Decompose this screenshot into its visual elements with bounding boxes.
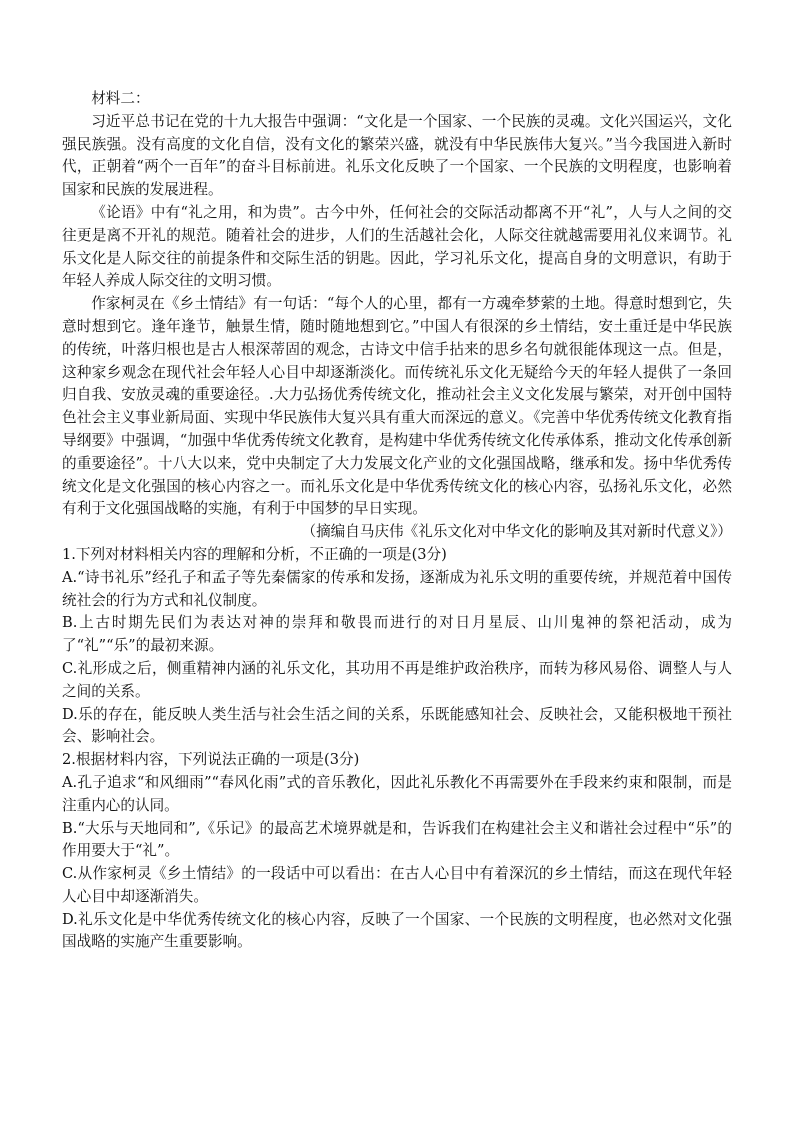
question-1-option-c: C.礼形成之后，侧重精神内涵的礼乐文化，其功用不再是维护政治秩序，而转为移风易俗、调整人与人之间的关系。 <box>62 659 732 700</box>
question-2-option-d: D.礼乐文化是中华优秀传统文化的核心内容，反映了一个国家、一个民族的文明程度，也必然对文化强国战略的实施产生重要影响。 <box>62 910 732 951</box>
question-2-option-a: A.孔子追求“和风细雨”“春风化雨”式的音乐教化，因此礼乐教化不再需要外在手段来约束和限制，而是注重内心的认同。 <box>62 773 732 814</box>
question-2 <box>62 749 732 954</box>
question-2-stem: 2.根据材料内容，下列说法正确的一项是(3分) <box>62 751 360 769</box>
question-1-option-a: A.“诗书礼乐”经孔子和孟子等先秦儒家的传承和发扬，逐渐成为礼乐文明的重要传统，并规范着中国传统社会的行为方式和礼仪制度。 <box>62 568 732 609</box>
question-2-option-c: C.从作家柯灵《乡土情结》的一段话中可以看出：在古人心目中有着深沉的乡土情结，而这在现代年轻人心目中却逐渐消失。 <box>62 865 732 905</box>
question-1-option-d: D.乐的存在，能反映人类生活与社会生活之间的关系，乐既能感知社会、反映社会，又能积极地干预社会、影响社会。 <box>62 705 732 746</box>
material-heading: 材料二： <box>91 90 150 107</box>
question-1-stem: 1.下列对材料相关内容的理解和分析，不正确的一项是(3分) <box>62 545 447 563</box>
question-1-option-b: B.上古时期先民们为表达对神的崇拜和敬畏而进行的对日月星辰、山川鬼神的祭祀活动，成为了“礼”“乐”的最初来源。 <box>62 614 732 655</box>
question-2-option-b: B.“大乐与天地同和”,《乐记》的最高艺术境界就是和，告诉我们在构建社会主义和谐社会过程中“乐”的作用要大于“礼”。 <box>62 819 732 860</box>
material-paragraph-2: 《论语》中有“礼之用，和为贵”。古今中外，任何社会的交际活动都离不开“礼”，人与人之间的交往更是离不开礼的规范。随着社会的进步，人们的生活越社会化，人际交往就越需要用礼仪来调节。礼乐文化是人际交往的前提条件和交际生活的钥匙。因此，学习礼乐文化，提高自身的文明意识，有助于年轻人养成人际交往的文明习惯。 <box>62 203 732 290</box>
question-1 <box>62 544 732 749</box>
material-source: （摘编自马庆伟《礼乐文化对中华文化的影响及其对新时代意义》） <box>301 523 732 541</box>
document-page <box>62 88 732 954</box>
material-paragraph-1: 习近平总书记在党的十九大报告中强调：“文化是一个国家、一个民族的灵魂。文化兴国运兴，文化强民族强。没有高度的文化自信，没有文化的繁荣兴盛，就没有中华民族伟大复兴。”当今我国进入新时代，正朝着“两个一百年”的奋斗目标前进。礼乐文化反映了一个国家、一个民族的文明程度，也影响着国家和民族的发展进程。 <box>62 112 732 199</box>
material-paragraph-3: 作家柯灵在《乡土情结》有一句话：“每个人的心里，都有一方魂牵梦萦的土地。得意时想到它，失意时想到它。逢年逢节，触景生情，随时随地想到它。”中国人有很深的乡土情结，安土重迁是中华民族的传统，叶落归根也是古人根深蒂固的观念，古诗文中信手拈来的思乡名句就很能体现这一点。但是，这种家乡观念在现代社会年轻人心目中却逐渐淡化。而传统礼乐文化无疑给今天的年轻人提供了一条回归自我、安放灵魂的重要途径。.大力弘扬优秀传统文化，推动社会主义文化发展与繁荣，对开创中国特色社会主义事业新局面、实现中华民族伟大复兴具有重大而深远的意义。《完善中华优秀传统文化教育指导纲要》中强调，“加强中华优秀传统文化教育，是构建中华优秀传统文化传承体系，推动文化传承创新的重要途径”。十八大以来，党中央制定了大力发展文化产业的文化强国战略，继承和发。扬中华优秀传统文化是文化强国的核心内容之一。而礼乐文化是中华优秀传统文化的核心内容，弘扬礼乐文化，必然有利于文化强国战略的实施，有利于中国梦的早日实现。 <box>62 295 732 518</box>
